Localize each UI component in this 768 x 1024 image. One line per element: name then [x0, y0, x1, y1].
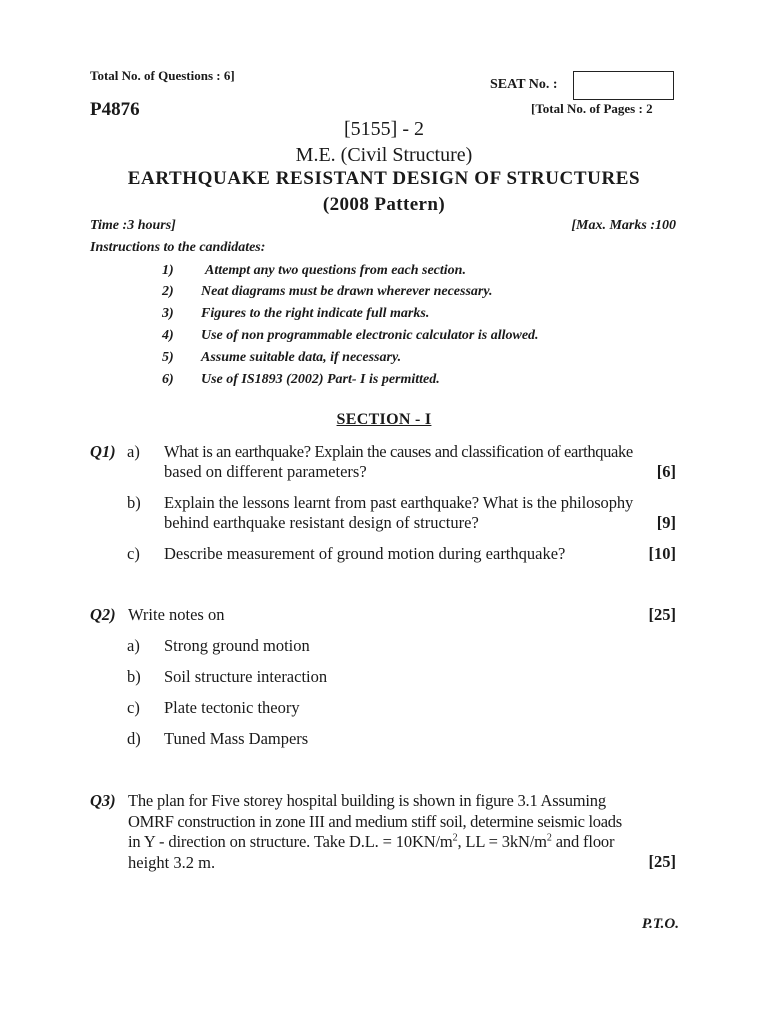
q1c-label: c)	[127, 544, 140, 563]
total-pages: [Total No. of Pages : 2	[531, 101, 653, 116]
list-item: Strong ground motion	[164, 636, 310, 655]
q3-marks: [25]	[648, 852, 676, 871]
q1b-label: b)	[127, 493, 141, 512]
q1-label: Q1)	[90, 442, 116, 461]
exam-code: [5155] - 2	[344, 118, 424, 140]
q1b-marks: [9]	[656, 513, 676, 532]
q2-text: Write notes on	[128, 605, 225, 624]
q3-text: The plan for Five storey hospital building is shown in figure 3.1 Assuming OMRF construction in zone III and medium stiff soil, determine seismic loads in Y - direction on structure. Take D.L. = $10KN/m^2$, LL = $3kN/m^2$ and floor height 3.2 m.	[128, 791, 622, 872]
q1a-label: a)	[127, 442, 140, 461]
subject-title: EARTHQUAKE RESISTANT DESIGN OF STRUCTURES	[127, 168, 641, 189]
list-item: Soil structure interaction	[164, 667, 328, 686]
seat-number-box[interactable]	[573, 71, 674, 100]
list-item: Plate tectonic theory	[164, 698, 300, 717]
list-item: Tuned Mass Dampers	[164, 729, 309, 748]
q1b-text: Explain the lessons learnt from past earthquake? What is the philosophy behind earthquake resistant design of structure?	[164, 493, 634, 532]
time-allowed: Time :3 hours]	[90, 218, 176, 233]
max-marks: [Max. Marks :100	[571, 218, 676, 233]
pattern-title: (2008 Pattern)	[322, 194, 446, 215]
q1a-marks: [6]	[656, 462, 676, 481]
course-title: M.E. (Civil Structure)	[295, 144, 473, 166]
section-heading: SECTION - I	[336, 411, 432, 428]
pto-footer: P.T.O.	[641, 916, 679, 932]
paper-code: P4876	[90, 99, 140, 120]
q3-label: Q3)	[90, 791, 116, 810]
total-questions: Total No. of Questions : 6]	[90, 68, 235, 83]
q2-label: Q2)	[90, 605, 116, 624]
q2-marks: [25]	[648, 605, 676, 624]
seat-number-label: SEAT No. :	[490, 77, 558, 92]
q1c-text: Describe measurement of ground motion during earthquake?	[164, 544, 566, 563]
instructions-heading: Instructions to the candidates:	[90, 240, 266, 255]
q1a-text: What is an earthquake? Explain the causes and classification of earthquake based on different parameters?	[164, 442, 633, 481]
q1c-marks: [10]	[648, 544, 676, 563]
